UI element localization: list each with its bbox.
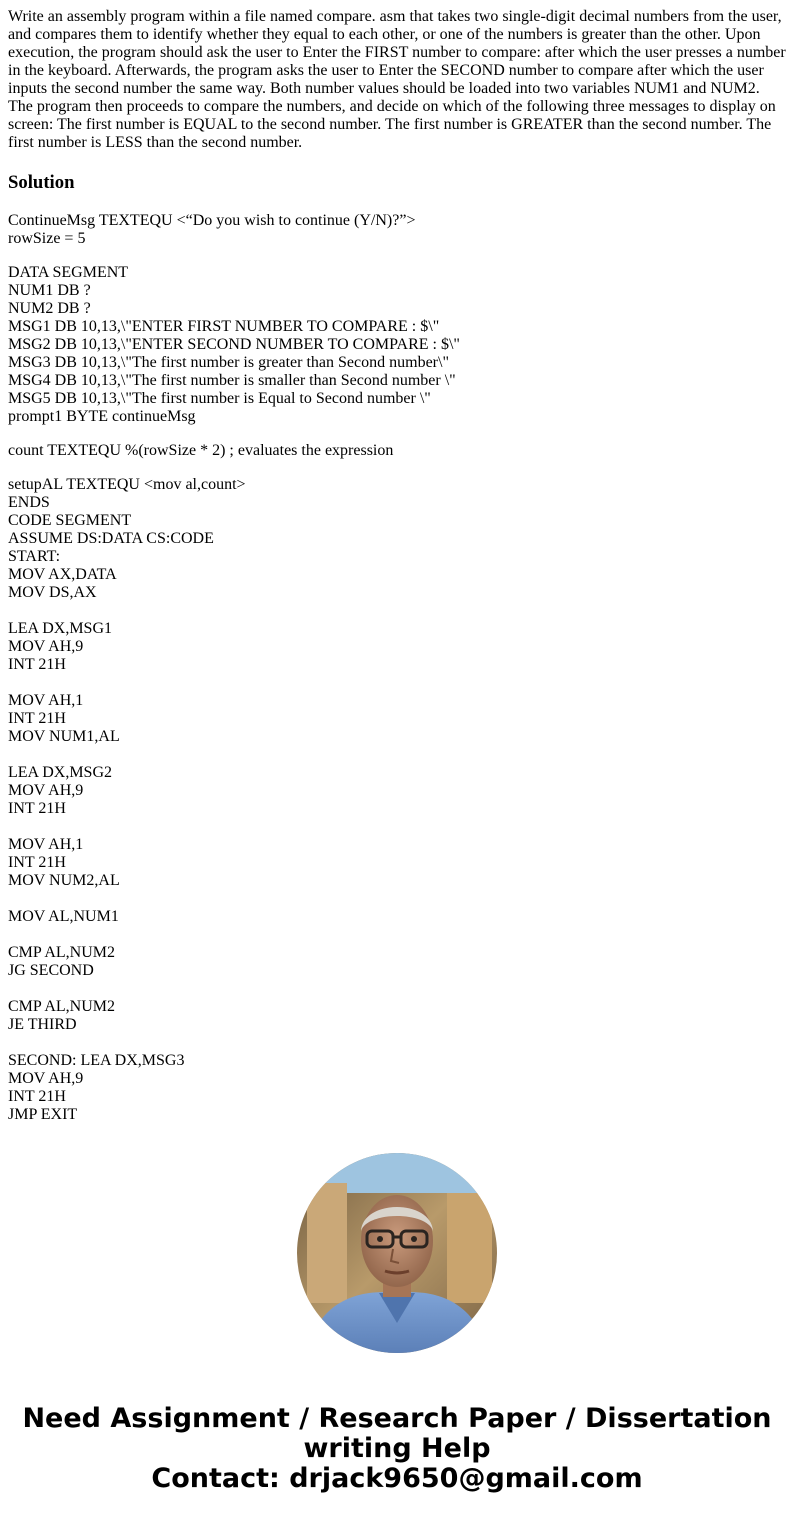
code-line: count TEXTEQU %(rowSize * 2) ; evaluates the expression — [8, 442, 394, 459]
code-line: JG SECOND — [8, 962, 94, 979]
author-photo — [297, 1153, 497, 1353]
code-line: ContinueMsg TEXTEQU <“Do you wish to continue (Y/N)?”> — [8, 212, 416, 229]
code-line: MOV AH,9 — [8, 638, 84, 655]
code-line: MOV NUM1,AL — [8, 728, 120, 745]
blank-line — [8, 818, 788, 836]
code-line: MOV AH,1 — [8, 836, 84, 853]
footer-line-2: writing Help — [303, 1433, 491, 1464]
code-block-3 — [8, 442, 788, 460]
code-block-4 — [8, 476, 788, 1124]
portrait-image — [297, 1153, 497, 1353]
code-line: DATA SEGMENT — [8, 264, 129, 281]
code-line: setupAL TEXTEQU <mov al,count> — [8, 476, 246, 493]
blank-line — [8, 674, 788, 692]
code-line: MOV AH,1 — [8, 692, 84, 709]
code-line: MOV AX,DATA — [8, 566, 117, 583]
footer-line-1: Need Assignment / Research Paper / Dissertation — [22, 1403, 772, 1434]
code-line: MOV AH,9 — [8, 782, 84, 799]
code-line: CMP AL,NUM2 — [8, 944, 115, 961]
solution-heading: Solution — [8, 172, 75, 193]
code-line: JMP EXIT — [8, 1106, 78, 1123]
code-line: MOV NUM2,AL — [8, 872, 120, 889]
code-line: MSG2 DB 10,13,\"ENTER SECOND NUMBER TO COMPARE : $\" — [8, 336, 460, 353]
code-line: ASSUME DS:DATA CS:CODE — [8, 530, 214, 547]
code-line: INT 21H — [8, 1088, 66, 1105]
code-line: MSG5 DB 10,13,\"The first number is Equal to Second number \" — [8, 390, 431, 407]
document-body — [8, 8, 788, 1140]
code-line: CODE SEGMENT — [8, 512, 132, 529]
promo-footer — [0, 1404, 794, 1494]
code-line: INT 21H — [8, 854, 66, 871]
code-line: MOV AL,NUM1 — [8, 908, 119, 925]
code-line: MSG3 DB 10,13,\"The first number is greater than Second number\" — [8, 354, 449, 371]
blank-line — [8, 890, 788, 908]
code-line: CMP AL,NUM2 — [8, 998, 115, 1015]
blank-line — [8, 602, 788, 620]
code-line: JE THIRD — [8, 1016, 77, 1033]
code-line: ENDS — [8, 494, 50, 511]
blank-line — [8, 926, 788, 944]
question-text: Write an assembly program within a file named compare. asm that takes two single-digit decimal numbers from the user, and compares them to identify whether they equal to each other, or one of the numbers is greater than the other. Upon execution, the program should ask the user to Enter the FIRST number to compare: after which the user presses a number in the keyboard. Afterwards, the program asks the user to Enter the SECOND number to compare after which the user inputs the second number the same way. Both number values should be loaded into two variables NUM1 and NUM2. The program then proceeds to compare the numbers, and decide on which of the following three messages to display on screen: The first number is EQUAL to the second number. The first number is GREATER than the second number. The first number is LESS than the second number. — [8, 8, 786, 151]
code-block-2 — [8, 264, 788, 426]
code-line: MSG4 DB 10,13,\"The first number is smaller than Second number \" — [8, 372, 456, 389]
code-line: MOV DS,AX — [8, 584, 97, 601]
blank-line — [8, 1034, 788, 1052]
code-line: INT 21H — [8, 656, 66, 673]
code-block-1 — [8, 212, 788, 248]
code-line: LEA DX,MSG1 — [8, 620, 113, 637]
code-line: rowSize = 5 — [8, 230, 86, 247]
code-line: MSG1 DB 10,13,\"ENTER FIRST NUMBER TO COMPARE : $\" — [8, 318, 440, 335]
code-line: START: — [8, 548, 61, 565]
code-line: SECOND: LEA DX,MSG3 — [8, 1052, 185, 1069]
blank-line — [8, 746, 788, 764]
code-line: NUM1 DB ? — [8, 282, 91, 299]
code-line: LEA DX,MSG2 — [8, 764, 113, 781]
blank-line — [8, 980, 788, 998]
code-line: INT 21H — [8, 800, 66, 817]
code-line: prompt1 BYTE continueMsg — [8, 408, 196, 425]
code-line: INT 21H — [8, 710, 66, 727]
code-line: MOV AH,9 — [8, 1070, 84, 1087]
footer-contact: Contact: drjack9650@gmail.com — [151, 1463, 643, 1494]
code-line: NUM2 DB ? — [8, 300, 91, 317]
